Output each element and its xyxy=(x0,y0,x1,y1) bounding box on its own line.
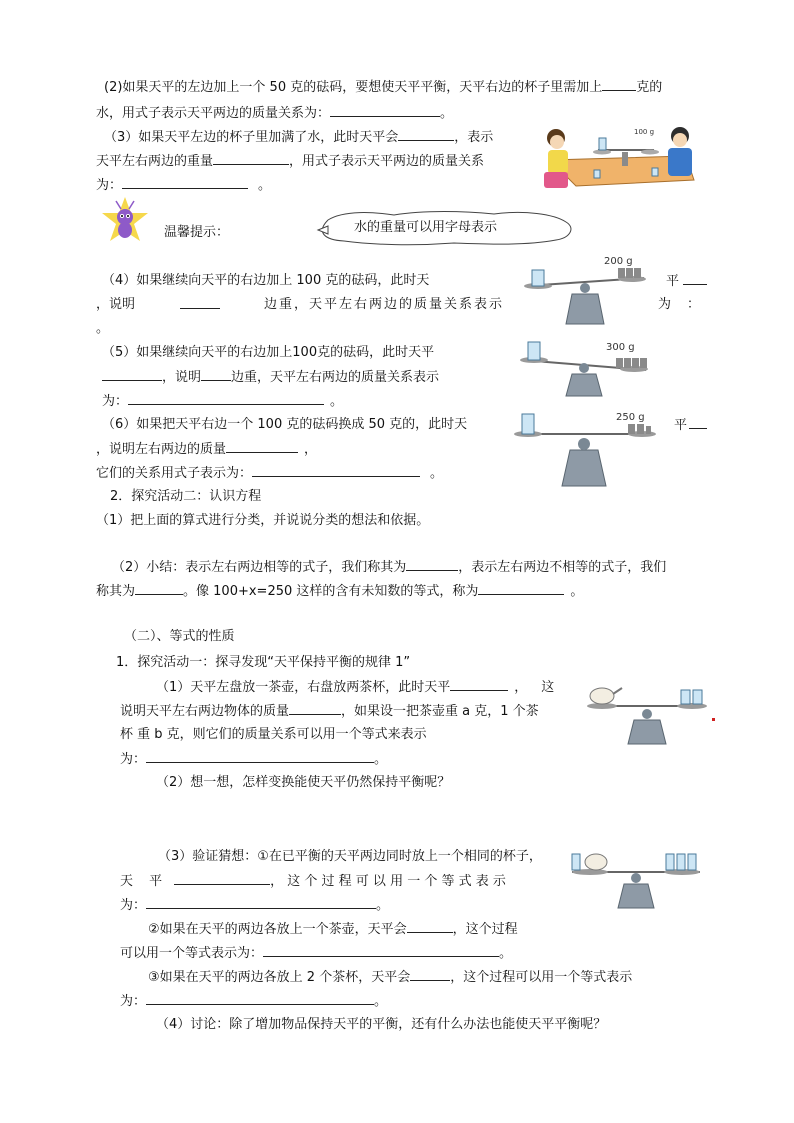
s2-v4: ②如果在天平的两边各放上一个茶壶，天平会 ，这个过程 xyxy=(148,922,518,937)
q6-line3: 它们的关系用式子表示为： 。 xyxy=(96,466,444,481)
answer-blank[interactable] xyxy=(213,152,289,165)
answer-blank[interactable] xyxy=(450,678,508,691)
section2-activity1-title: 1．探究活动一：探寻发现“天平保持平衡的规律 1” xyxy=(116,655,411,670)
act2-title: 2．探究活动二：认识方程 xyxy=(110,489,262,504)
answer-blank[interactable] xyxy=(135,582,183,595)
s2-p5: （2）想一想，怎样变换能使天平仍然保持平衡呢？ xyxy=(156,775,451,790)
balance-scale-250g xyxy=(510,404,660,488)
balance-scale-200g xyxy=(520,252,650,326)
tip-bubble-text: 水的重量可以用字母表示 xyxy=(354,220,498,235)
answer-blank[interactable] xyxy=(407,920,453,933)
balance-teapot-cup-three-cups xyxy=(566,844,706,910)
q5-line3: 为： 。 xyxy=(102,394,344,409)
q6-line1: （6）如果把天平右边一个 100 克的砝码换成 50 克的，此时天 xyxy=(102,417,468,432)
weight-label: 250 g xyxy=(616,412,645,423)
s2-p1: （1）天平左盘放一茶壶，右盘放两茶杯，此时天平 ， 这 xyxy=(156,680,555,695)
q2-line1: (2)如果天平的左边加上一个 50 克的砝码，要想使天平平衡，天平右边的杯子里需加上 克的 xyxy=(104,80,663,95)
weight-label: 200 g xyxy=(604,256,633,267)
s2-v5: 可以用一个等式表示为： 。 xyxy=(120,946,513,961)
answer-blank[interactable] xyxy=(398,128,454,141)
answer-blank[interactable] xyxy=(330,104,440,117)
act2-q2-line1: （2）小结：表示左右两边相等的式子，我们称其为 ，表示左右两边不相等的式子，我们 xyxy=(112,560,667,575)
q4-line2-right: 为： xyxy=(658,297,717,312)
balance-teapot-two-cups xyxy=(582,678,712,746)
balance-scale-300g xyxy=(516,334,652,398)
tip-label: 温馨提示： xyxy=(164,225,230,240)
answer-blank[interactable] xyxy=(146,992,374,1005)
s2-v7: 为： 。 xyxy=(120,994,388,1009)
s2-v2: 天 平 ， 这 个 过 程 可 以 用 一 个 等 式 表 示 xyxy=(120,874,506,889)
answer-blank[interactable] xyxy=(683,272,707,285)
answer-blank[interactable] xyxy=(102,368,162,381)
q4-line3: 。 xyxy=(96,321,110,336)
s2-v1: （3）验证猜想：①在已平衡的天平两边同时放上一个相同的杯子， xyxy=(158,849,542,864)
act2-q2-line2: 称其为 。像 100+x=250 这样的含有未知数的等式，称为 。 xyxy=(96,584,584,599)
s2-p4: 为： 。 xyxy=(120,752,388,767)
weight-label: 300 g xyxy=(606,342,635,353)
q3-line2: 天平左右两边的重量 ，用式子表示天平两边的质量关系 xyxy=(96,154,485,169)
s2-v8: （4）讨论：除了增加物品保持天平的平衡，还有什么办法也能使天平平衡呢？ xyxy=(156,1017,607,1032)
answer-blank[interactable] xyxy=(180,296,220,309)
weight-label: 100 g xyxy=(634,128,655,136)
q5-line2: ，说明 边重，天平左右两边的质量关系表示 xyxy=(102,368,439,387)
ant-mascot-icon xyxy=(100,196,150,246)
answer-blank[interactable] xyxy=(289,702,341,715)
q4-line1: （4）如果继续向天平的右边加上 100 克的砝码，此时天 xyxy=(102,273,430,288)
answer-blank[interactable] xyxy=(128,392,324,405)
q3-line1: （3）如果天平左边的杯子里加满了水，此时天平会 ，表示 xyxy=(104,130,494,145)
answer-blank[interactable] xyxy=(263,944,499,957)
answer-blank[interactable] xyxy=(602,78,636,91)
answer-blank[interactable] xyxy=(410,968,450,981)
answer-blank[interactable] xyxy=(689,416,707,429)
children-balance-illustration xyxy=(536,120,696,192)
answer-blank[interactable] xyxy=(201,368,231,381)
answer-blank[interactable] xyxy=(252,464,420,477)
q6-line2: ，说明左右两边的质量 ， xyxy=(96,442,318,457)
q6-line1-right: 平 xyxy=(674,416,707,435)
answer-blank[interactable] xyxy=(146,896,376,909)
q5-line1: （5）如果继续向天平的右边加上100克的砝码，此时天平 xyxy=(102,345,435,360)
act2-q1: （1）把上面的算式进行分类，并说说分类的想法和依据。 xyxy=(96,513,430,528)
s2-v6: ③如果在天平的两边各放上 2 个茶杯，天平会 ，这个过程可以用一个等式表示 xyxy=(148,970,633,985)
q2-line2: 水，用式子表示天平两边的质量关系为： 。 xyxy=(96,106,454,121)
section2-title: （二）、等式的性质 xyxy=(124,629,235,644)
q4-line1-right: 平 xyxy=(666,272,707,291)
q3-line3: 为： 。 xyxy=(96,178,272,193)
answer-blank[interactable] xyxy=(146,750,374,763)
s2-p3: 杯 重 b 克，则它们的质量关系可以用一个等式来表示 xyxy=(120,727,427,742)
answer-blank[interactable] xyxy=(478,582,564,595)
s2-p2: 说明天平左右两边物体的质量 ，如果设一把茶壶重 a 克，1 个茶 xyxy=(120,704,539,719)
answer-blank[interactable] xyxy=(174,872,270,885)
answer-blank[interactable] xyxy=(226,440,298,453)
q4-line2: ，说明 边重，天平左右两边的质量关系表示 xyxy=(96,297,504,312)
s2-v3: 为： 。 xyxy=(120,898,390,913)
answer-blank[interactable] xyxy=(406,558,458,571)
answer-blank[interactable] xyxy=(122,176,248,189)
red-mark xyxy=(712,718,715,721)
